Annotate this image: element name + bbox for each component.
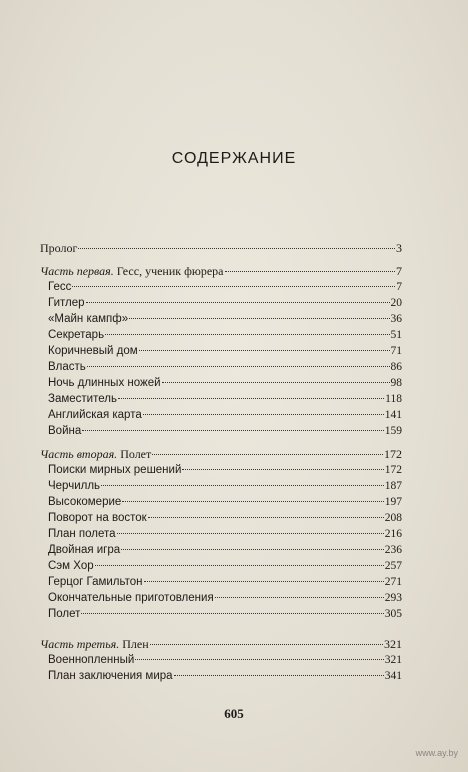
toc-entry-title	[48, 526, 116, 542]
toc-entry-text: Власть	[48, 361, 86, 373]
toc-chapter-row	[40, 407, 402, 423]
page-title: СОДЕРЖАНИЕ	[171, 150, 297, 167]
toc-entry-text: План полета	[48, 528, 116, 540]
toc-page-number: 141	[384, 409, 402, 421]
toc-entry-title	[48, 590, 214, 606]
toc-chapter-row	[40, 478, 402, 494]
toc-chapter-row	[40, 391, 402, 407]
toc-page-number: 86	[390, 361, 402, 373]
toc-page-number: 321	[384, 654, 402, 666]
toc-entry-text: Английская карта	[48, 409, 142, 421]
toc-entry-text: Пролог	[40, 241, 78, 255]
toc-entry-title	[48, 343, 138, 359]
dot-leader	[118, 398, 384, 399]
toc-entry-text: Двойная игра	[48, 544, 121, 556]
dot-leader	[78, 248, 395, 249]
toc-entry-text: Коричневый дом	[48, 345, 138, 357]
dot-leader	[148, 517, 384, 518]
toc-chapter-row	[40, 526, 402, 542]
toc-entry-title	[40, 446, 151, 462]
toc-entry-text: Высокомерие	[48, 496, 122, 508]
toc-entry-title	[48, 423, 81, 439]
toc-entry-text: Ночь длинных ножей	[48, 377, 161, 389]
dot-leader	[139, 350, 390, 351]
toc-part-label: Часть первая.	[40, 264, 114, 278]
toc-page-number: 51	[390, 329, 402, 341]
toc-chapter-row	[40, 574, 402, 590]
toc-entry-title	[48, 652, 134, 668]
toc-entry-text: Поиски мирных решений	[48, 464, 182, 476]
toc-chapter-row	[40, 558, 402, 574]
toc-entry-title	[48, 558, 94, 574]
toc-entry-text: Полет	[48, 608, 81, 620]
toc-page-number: 159	[384, 425, 402, 437]
toc-entry-text: Заместитель	[48, 393, 117, 405]
toc-entry-title	[48, 494, 121, 510]
toc-part-row	[40, 446, 402, 462]
toc-chapter-row	[40, 542, 402, 558]
toc-chapter-row	[40, 343, 402, 359]
dot-leader	[95, 565, 384, 566]
toc-chapter-row	[40, 606, 402, 622]
dot-leader	[122, 501, 383, 502]
toc-entry-title	[48, 311, 128, 327]
toc-entry-text: Военнопленный	[48, 654, 135, 666]
toc-entry-text: Гесс	[48, 281, 72, 293]
dot-leader	[101, 485, 384, 486]
dot-leader	[225, 271, 396, 272]
dot-leader	[81, 613, 383, 614]
toc-page-number: 341	[384, 670, 402, 682]
page-number: 605	[224, 706, 244, 721]
toc-entry-text: Секретарь	[48, 329, 105, 341]
dot-leader	[215, 597, 384, 598]
toc-page-number: 3	[396, 241, 402, 255]
toc-page-number: 271	[384, 576, 402, 588]
toc-entry-title	[48, 574, 143, 590]
toc-page-number: 321	[384, 637, 402, 651]
toc-entry-title	[48, 606, 80, 622]
toc-entry-text: Полет	[117, 447, 152, 461]
toc-part-row	[40, 636, 402, 652]
dot-leader	[182, 469, 383, 470]
watermark-text: www.ay.by	[415, 748, 458, 758]
toc-page-number: 71	[390, 345, 402, 357]
toc-chapter-row	[40, 295, 402, 311]
toc-entry-title	[40, 263, 224, 279]
dot-leader	[82, 430, 384, 431]
toc-page-number: 20	[390, 297, 402, 309]
toc-page-number: 172	[384, 447, 402, 461]
toc-page-number: 36	[390, 313, 402, 325]
dot-leader	[135, 659, 383, 660]
toc-page-number: 216	[384, 528, 402, 540]
toc-part-row	[40, 240, 402, 256]
toc-entry-title	[48, 391, 117, 407]
toc-page-number: 208	[384, 512, 402, 524]
toc-entry-text: Сэм Хор	[48, 560, 94, 572]
toc-part-label: Часть третья.	[40, 637, 120, 651]
toc-chapter-row	[40, 327, 402, 343]
toc-entry-title	[40, 636, 149, 652]
toc-chapter-row	[40, 510, 402, 526]
toc-chapter-row	[40, 462, 402, 478]
toc-chapter-row	[40, 652, 402, 668]
toc-entry-text: Гитлер	[48, 297, 85, 309]
toc-page-number: 7	[396, 281, 402, 293]
toc-entry-title	[48, 407, 142, 423]
dot-leader	[86, 302, 390, 303]
toc-page-number: 236	[384, 544, 402, 556]
dot-leader	[72, 286, 395, 287]
toc-entry-text: Гесс, ученик фюрера	[113, 264, 224, 278]
toc-entry-title	[48, 279, 71, 295]
toc-page-number: 197	[384, 496, 402, 508]
toc-entry-text: «Майн кампф»	[48, 313, 129, 325]
toc-entry-title	[48, 510, 147, 526]
dot-leader	[129, 318, 389, 319]
toc-chapter-row	[40, 375, 402, 391]
toc-entry-title	[40, 240, 77, 256]
dot-leader	[117, 533, 384, 534]
toc-page-number: 305	[384, 608, 402, 620]
toc-page-number: 172	[384, 464, 402, 476]
dot-leader	[143, 414, 384, 415]
dot-leader	[152, 454, 383, 455]
toc-entry-title	[48, 359, 86, 375]
dot-leader	[105, 334, 389, 335]
toc-entry-text: Окончательные приготовления	[48, 592, 214, 604]
toc-chapter-row	[40, 494, 402, 510]
table-of-contents	[40, 240, 402, 684]
dot-leader	[87, 366, 390, 367]
toc-entry-title	[48, 375, 161, 391]
toc-chapter-row	[40, 423, 402, 439]
dot-leader	[162, 382, 390, 383]
dot-leader	[150, 644, 383, 645]
toc-entry-title	[48, 295, 85, 311]
toc-part-label: Часть вторая.	[40, 447, 118, 461]
toc-chapter-row	[40, 311, 402, 327]
toc-entry-text: План заключения мира	[48, 670, 173, 682]
toc-chapter-row	[40, 590, 402, 606]
toc-page-number: 98	[390, 377, 402, 389]
toc-page-number: 187	[384, 480, 402, 492]
toc-entry-text: Черчилль	[48, 480, 101, 492]
toc-entry-title	[48, 542, 120, 558]
toc-entry-title	[48, 327, 104, 343]
toc-page-number: 257	[384, 560, 402, 572]
toc-page-number: 118	[385, 393, 402, 405]
toc-entry-text: Плен	[119, 637, 149, 651]
toc-entry-text: Поворот на восток	[48, 512, 147, 524]
toc-chapter-row	[40, 668, 402, 684]
toc-entry-text: Герцог Гамильтон	[48, 576, 143, 588]
toc-entry-title	[48, 462, 181, 478]
dot-leader	[121, 549, 384, 550]
toc-part-row	[40, 263, 402, 279]
dot-leader	[144, 581, 384, 582]
toc-chapter-row	[40, 359, 402, 375]
toc-page-number: 7	[396, 264, 402, 278]
toc-chapter-row	[40, 279, 402, 295]
toc-page-number: 293	[384, 592, 402, 604]
toc-entry-title	[48, 478, 100, 494]
dot-leader	[174, 675, 384, 676]
toc-entry-title	[48, 668, 173, 684]
toc-entry-text: Война	[48, 425, 82, 437]
